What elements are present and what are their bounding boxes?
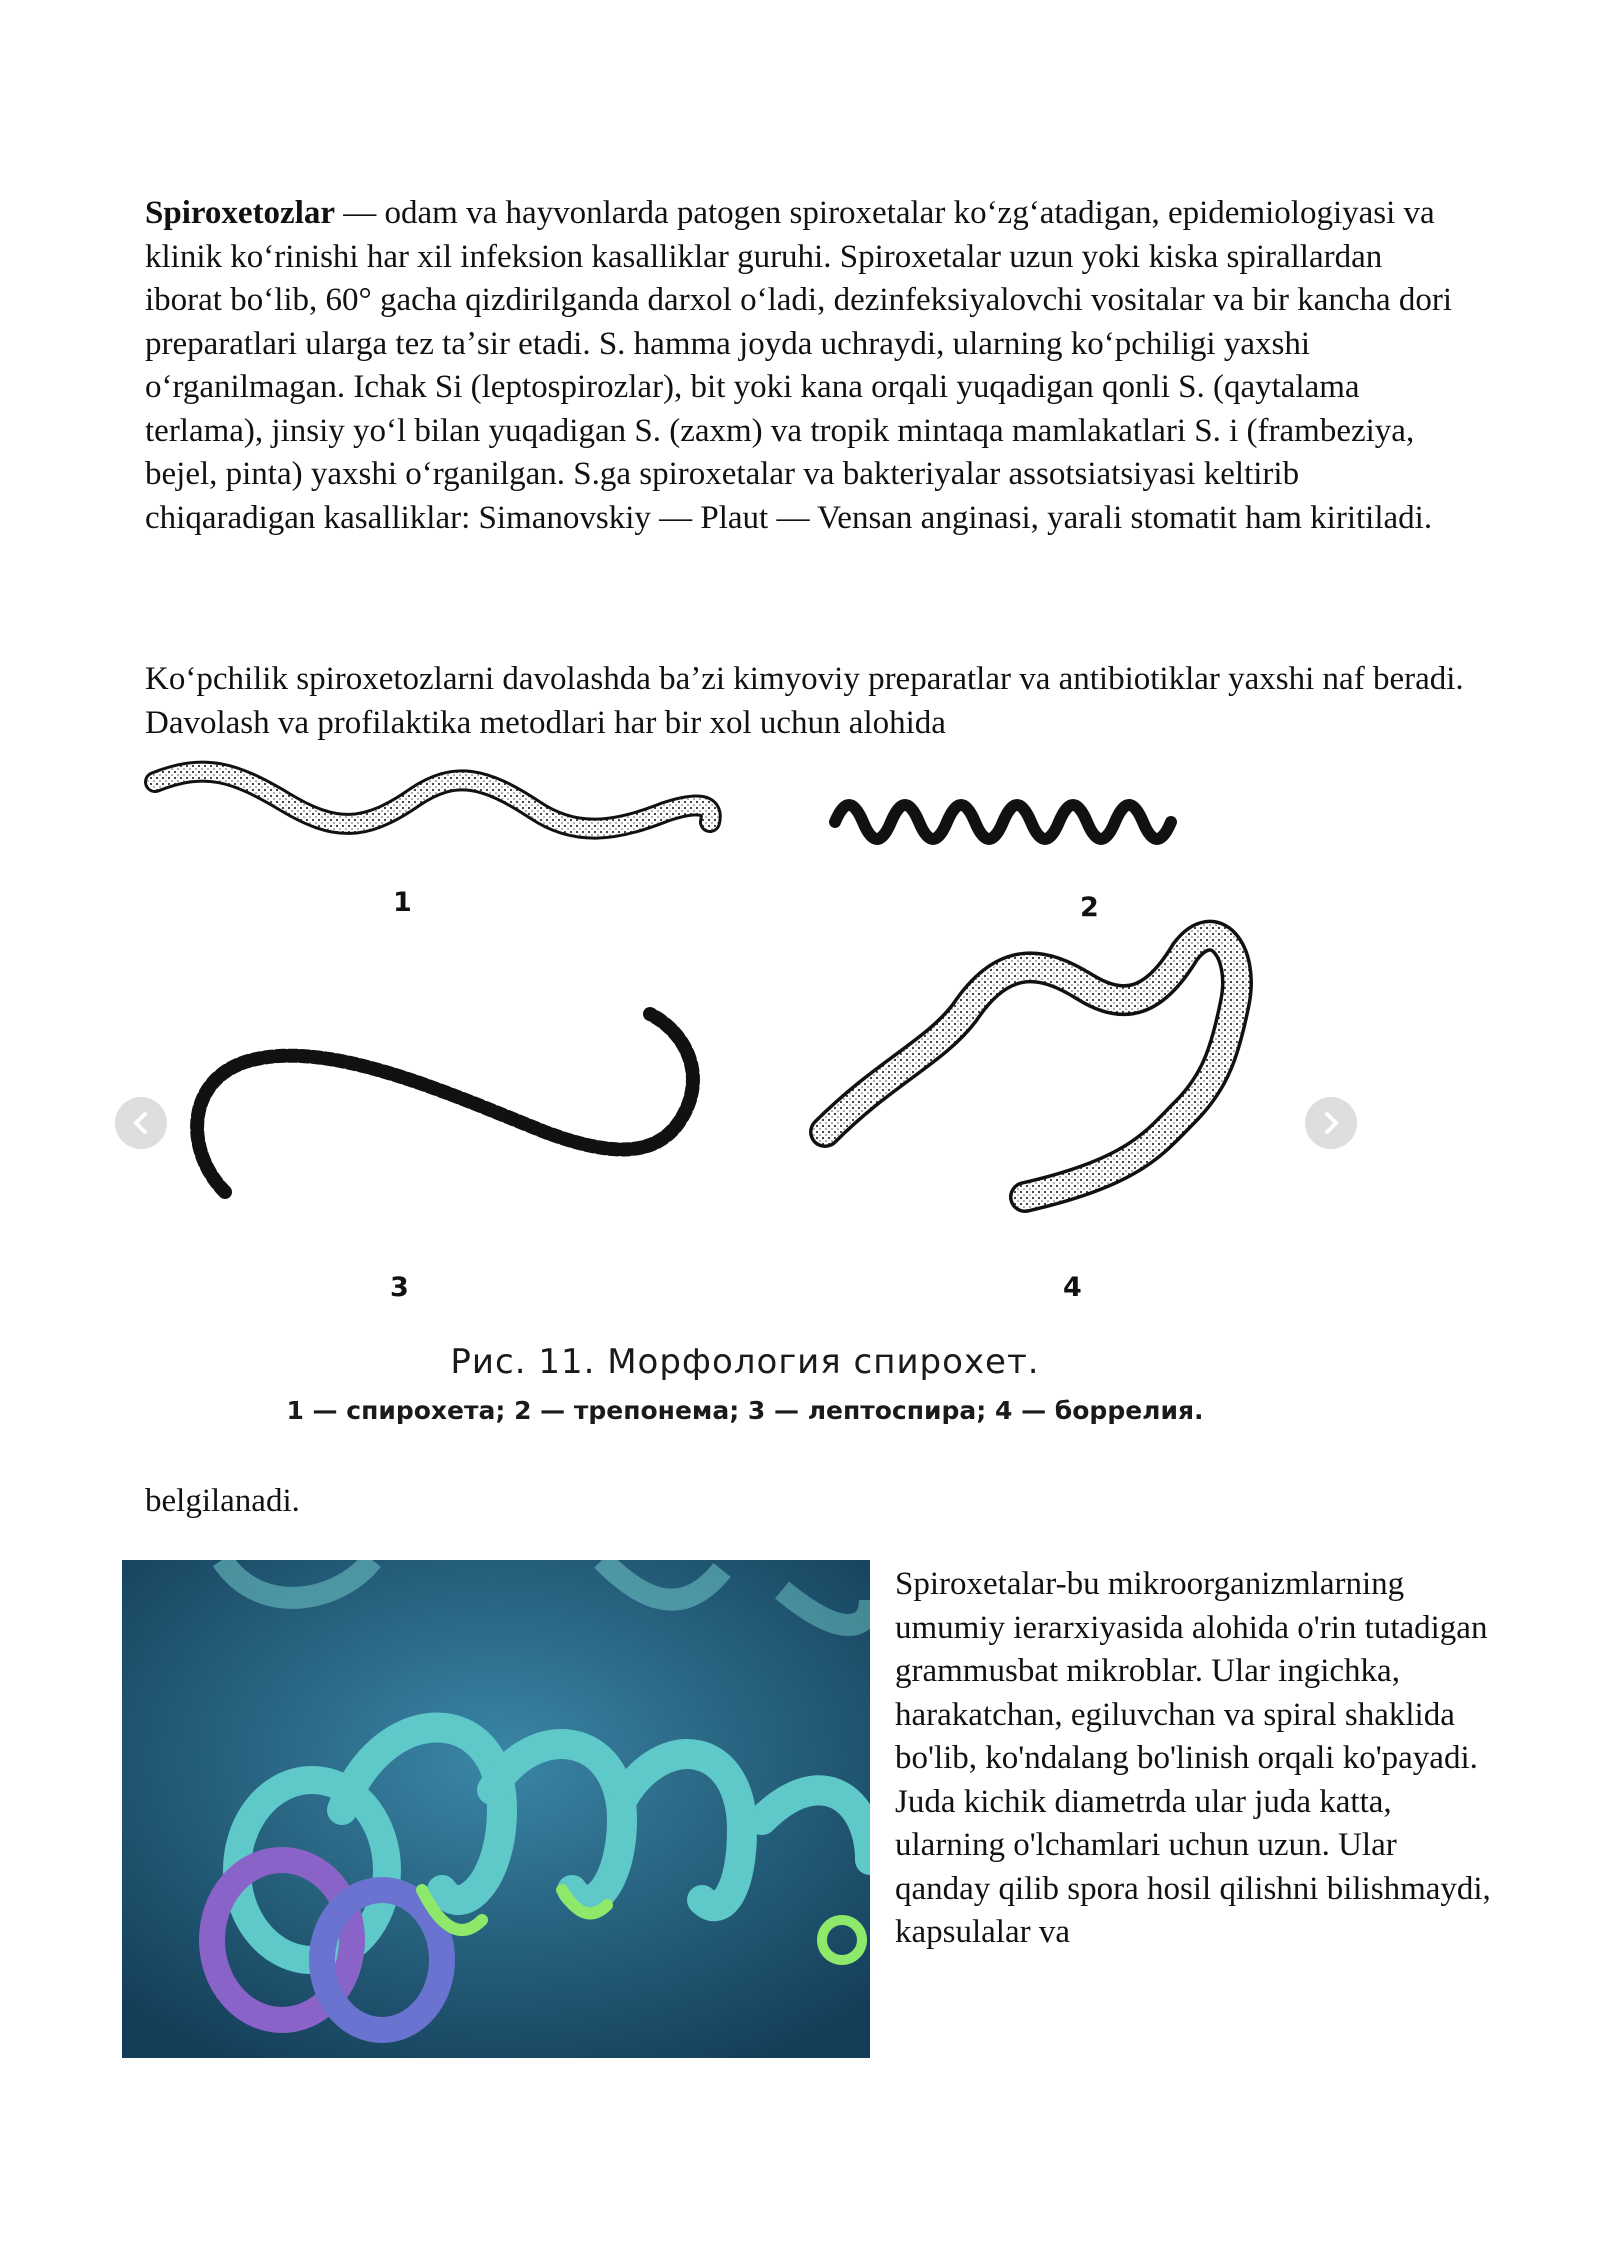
spirochete-photo-illustration	[122, 1560, 870, 2058]
carousel-prev-button[interactable]	[115, 1097, 167, 1149]
figure-caption: Рис. 11. Морфология спирохет.	[450, 1342, 1040, 1382]
paragraph-intro	[145, 192, 1465, 540]
side-text-description: Spiroxetalar-bu mikroorganizmlarning umumiy ierarxiyasida alohida o'rin tutadigan grammusbat mikroblar. Ular ingichka, harakatchan, egiluvchan va spiral shaklida bo'lib, ko'ndalang bo'linish orqali ko'payadi. Juda kichik diametrda ular juda katta, ularning o'lchamlari uchun uzun. Ular qanday qilib spora hosil qilishni bilishmaydi, kapsulalar va	[895, 1566, 1491, 1950]
borrelia-drawing	[825, 936, 1237, 1197]
figure-number-3: 3	[390, 1272, 409, 1303]
paragraph-intro-text: — odam va hayvonlarda patogen spiroxetalar koʻzgʻatadigan, epidemiologiyasi va klinik koʻrinishi har xil infeksion kasalliklar guruhi. Spiroxetalar uzun yoki kiska spirallardan iborat boʻlib, 60° gacha qizdirilganda darxol oʻladi, dezinfeksiyalovchi vositalar va bir kancha dori preparatlari ularga tez taʼsir etadi. S. hamma joyda uchraydi, ularning koʻpchiligi yaxshi oʻrganilmagan. Ichak Si (leptospirozlar), bit yoki kana orqali yuqadigan qonli S. (qaytalama terlama), jinsiy yoʻl bilan yuqadigan S. (zaxm) va tropik mintaqa mamlakatlari S. i (frambeziya, bejel, pinta) yaxshi oʻrganilgan. S.ga spiroxetalar va bakteriyalar assotsiatsiyasi keltirib chiqaradigan kasalliklar: Simanovskiy — Plaut — Vensan anginasi, yarali stomatit ham kiritiladi.	[145, 195, 1453, 536]
figure-drawings	[125, 752, 1365, 1342]
spirochete-drawing	[155, 772, 711, 829]
morphology-figure	[125, 752, 1365, 1442]
chevron-right-icon	[1318, 1110, 1344, 1136]
spirochete-photo	[122, 1560, 870, 2058]
paragraph-treatment: Koʻpchilik spiroxetozlarni davolashda baʼzi kimyoviy preparatlar va antibiotiklar yaxshi naf beradi. Davolash va profilaktika metodlari har bir xol uchun alohida	[145, 661, 1464, 741]
paragraph-closing: belgilanadi.	[145, 1483, 300, 1519]
treponema-drawing	[835, 805, 1171, 839]
figure-legend: 1 — спирохета; 2 — трепонема; 3 — лептоспира; 4 — боррелия.	[286, 1396, 1204, 1425]
figure-number-2: 2	[1080, 892, 1099, 923]
chevron-left-icon	[128, 1110, 154, 1136]
figure-number-1: 1	[393, 887, 412, 918]
leptospira-drawing	[197, 1014, 693, 1192]
carousel-next-button[interactable]	[1305, 1097, 1357, 1149]
figure-number-4: 4	[1063, 1272, 1082, 1303]
term-spiroxetozlar: Spiroxetozlar	[145, 195, 336, 231]
